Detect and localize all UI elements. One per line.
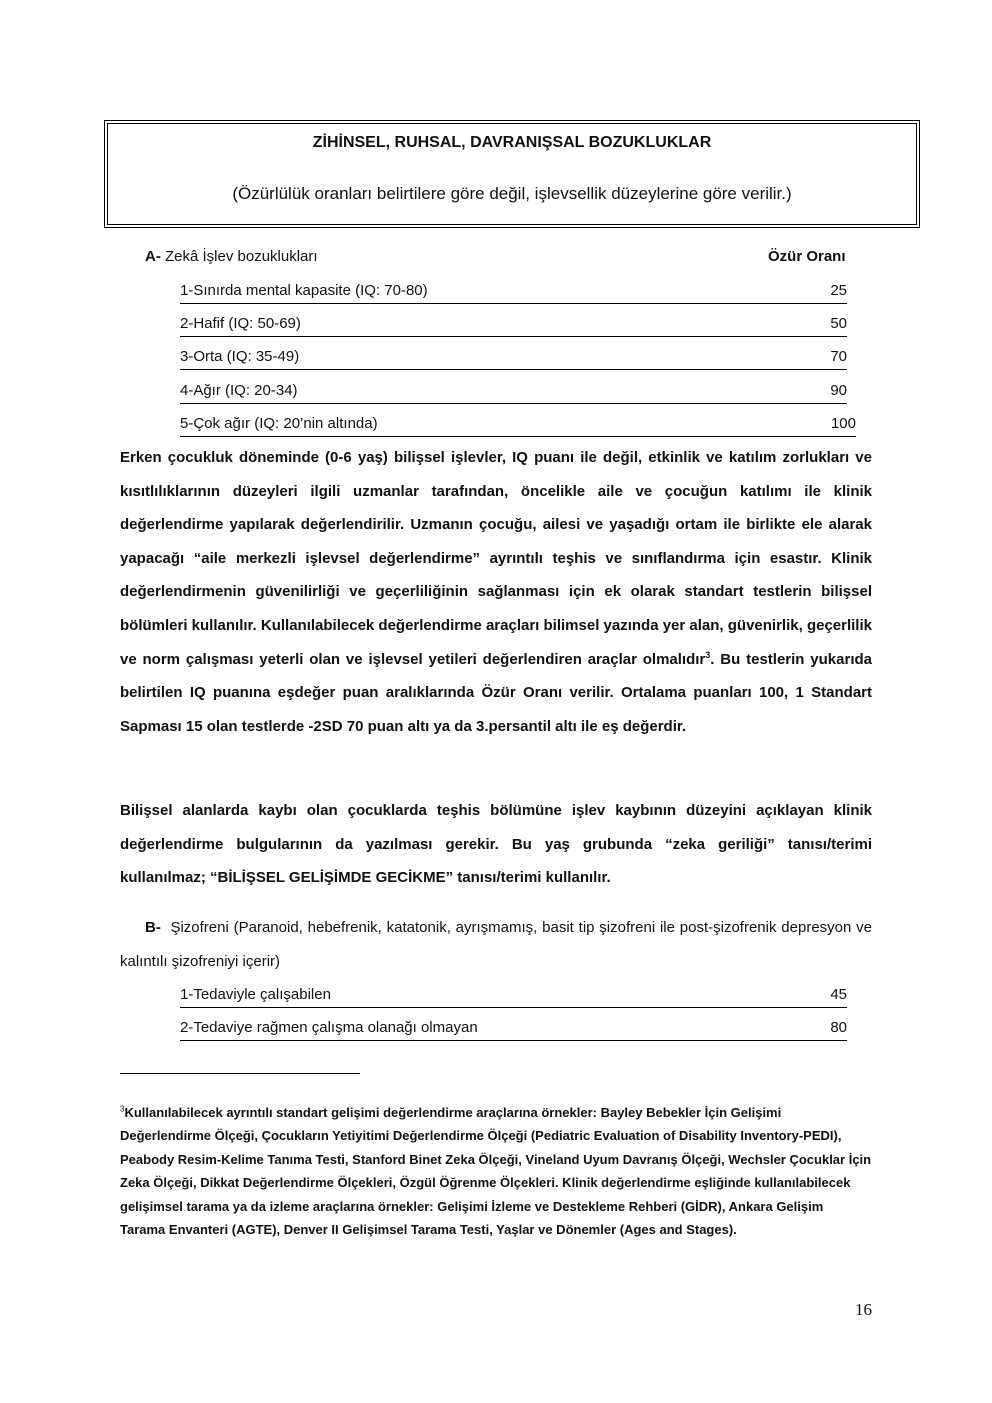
item-label: 4-Ağır (IQ: 20-34) (180, 382, 298, 399)
item-label: 5-Çok ağır (IQ: 20’nin altında) (180, 415, 378, 432)
footnote-ref: 3 (705, 649, 711, 660)
page-subtitle: (Özürlülük oranları belirtilere göre değil, işlevsellik düzeylerine göre verilir.) (232, 184, 792, 203)
footnote (120, 1101, 872, 1241)
rate-column-header: Özür Oranı (768, 248, 846, 265)
footnote-number: 3 (120, 1104, 125, 1114)
footnote-separator (120, 1073, 360, 1074)
paragraph-cognitive-loss (120, 794, 872, 895)
list-item (180, 381, 847, 404)
item-rate: 45 (830, 986, 847, 1003)
list-item (180, 281, 847, 304)
paragraph-text: Erken çocukluk döneminde (0-6 yaş) bilişsel işlevler, IQ puanı ile değil, etkinlik ve katılım zorlukları ve kısıtlılıklarının düzeyleri ilgili uzmanlar tarafından, öncelikle aile ve çocuğun katılımı ile klinik değerlendirme yapılarak değerlendirilir. Uzmanın çocuğu, ailesi ve yaşadığı ortam ile birlikte ele alarak yapacağı “aile merkezli işlevsel değerlendirme” ayrıntılı teşhis ve sınıflandırma için esastır. Klinik değerlendirmenin güvenilirliği ve geçerliliğinin sağlanması için ek olarak standart testlerin bilişsel bölümleri kullanılır. Kullanılabilecek değerlendirme araçları bilimsel yazında yer alan, güvenirlik, geçerlilik ve norm çalışması yeterli olan ve işlevsel yetileri değerlendiren araçlar olmalıdır (120, 449, 872, 668)
item-label: 1-Sınırda mental kapasite (IQ: 70-80) (180, 282, 428, 299)
list-item (180, 985, 847, 1008)
paragraph-text: Bilişsel alanlarda kaybı olan çocuklarda teşhis bölümüne işlev kaybının düzeyini açıklayan klinik değerlendirme bulgularının da yazılması gerekir. Bu yaş grubunda “zeka geriliği” tanısı/terimi kullanılmaz; “BİLİŞSEL GELİŞİMDE GECİKME” tanısı/terimi kullanılır. (120, 802, 872, 887)
item-label: 2-Hafif (IQ: 50-69) (180, 315, 301, 332)
item-rate: 100 (830, 415, 856, 432)
section-a-letter: A- (145, 248, 161, 265)
item-label: 2-Tedaviye rağmen çalışma olanağı olmayan (180, 1019, 478, 1036)
section-a-heading (145, 248, 318, 265)
item-label: 3-Orta (IQ: 35-49) (180, 348, 300, 365)
item-rate: 90 (830, 382, 847, 399)
page-number: 16 (855, 1300, 872, 1319)
list-item (180, 314, 847, 337)
section-a-title: Zekâ İşlev bozuklukları (165, 248, 318, 265)
paragraph-text: . Bu testlerin yukarıda belirtilen IQ puanına eşdeğer puan aralıklarında Özür Oranı verilir. Ortalama puanları 100, 1 Standart Sapması 15 olan testlerde -2SD 70 puan altı ya da 3.persantil altı ile eş değerdir. (120, 650, 872, 735)
section-b-text: Şizofreni (Paranoid, hebefrenik, katatonik, ayrışmamış, basit tip şizofreni ile post-şizofrenik depresyon ve kalıntılı şizofreniyi içerir) (120, 919, 872, 970)
item-label: 1-Tedaviyle çalışabilen (180, 986, 331, 1003)
list-item (180, 347, 847, 370)
paragraph-early-childhood (120, 441, 872, 743)
item-rate: 70 (830, 348, 847, 365)
list-item (180, 414, 856, 437)
section-b-heading (120, 911, 872, 978)
item-rate: 80 (830, 1019, 847, 1036)
footnote-text: Kullanılabilecek ayrıntılı standart gelişimi değerlendirme araçlarına örnekler: Bayley Bebekler İçin Gelişimi Değerlendirme Ölçeği, Çocukların Yetiyitimi Değerlendirme Ölçeği (Pediatric Evaluation of Disability Inventory-PEDI), Peabody Resim-Kelime Tanıma Testi, Stanford Binet Zeka Ölçeği, Vineland Uyum Davranış Ölçeği, Wechsler Çocuklar İçin Zeka Ölçeği, Dikkat Değerlendirme Ölçekleri, Özgül Öğrenme Ölçekleri. Klinik değerlendirme eşliğinde kullanılabilecek gelişimsel tarama ya da izleme araçlarına örnekler: Gelişimi İzleme ve Destekleme Rehberi (GİDR), Ankara Gelişim Tarama Envanteri (AGTE), Denver II Gelişimsel Tarama Testi, Yaşlar ve Dönemler (Ages and Stages). (120, 1105, 872, 1238)
page-title: ZİHİNSEL, RUHSAL, DAVRANIŞSAL BOZUKLUKLAR (312, 134, 712, 151)
list-item (180, 1018, 847, 1041)
item-rate: 25 (830, 282, 847, 299)
item-rate: 50 (830, 315, 847, 332)
title-box (104, 120, 920, 228)
section-b-letter: B- (145, 919, 161, 936)
